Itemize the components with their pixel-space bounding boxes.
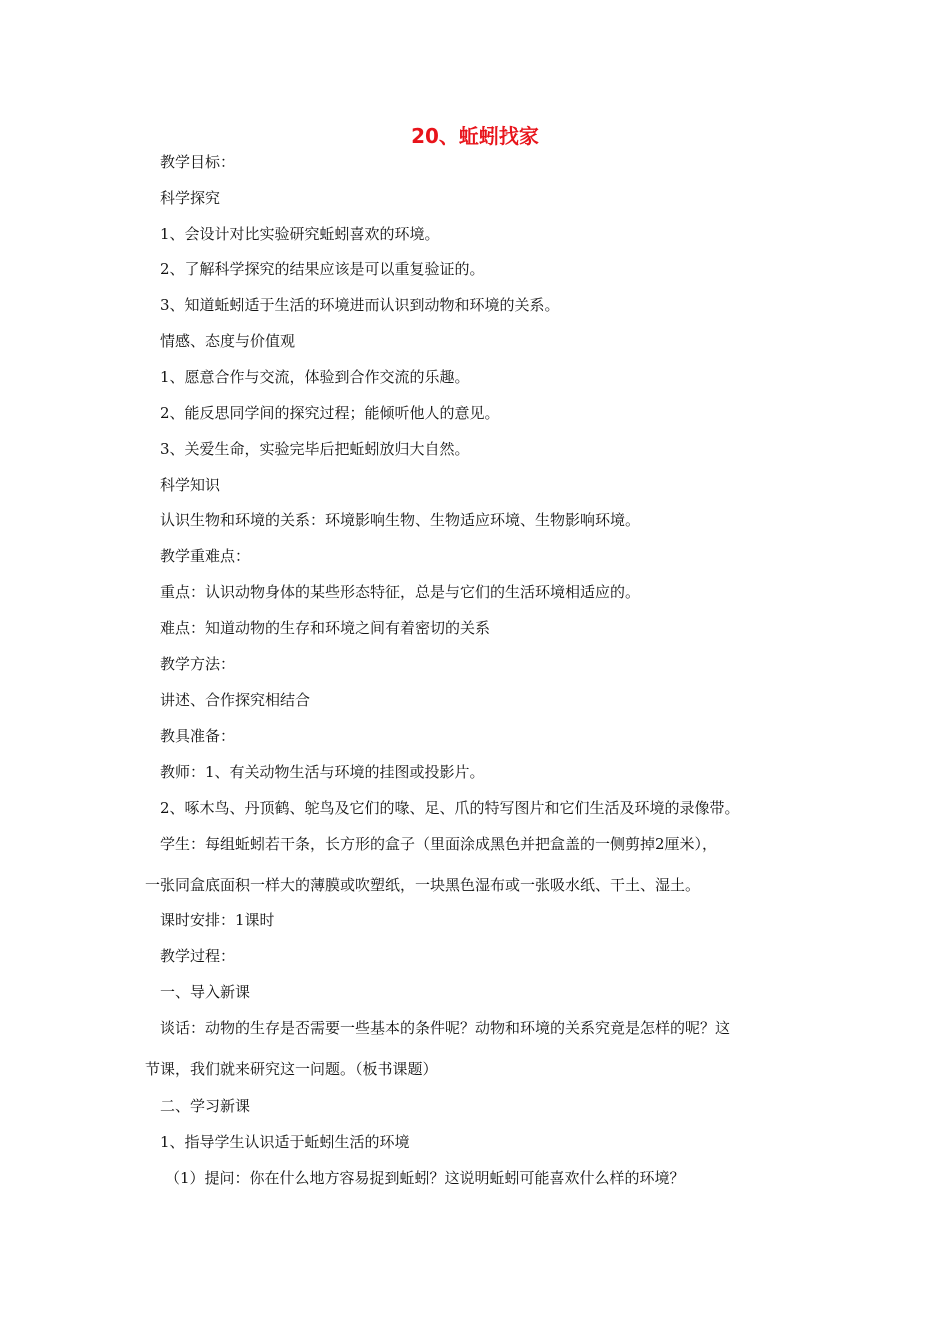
text-line: 节课，我们就来研究这一问题。（板书课题） [145, 1060, 438, 1078]
text-line: 2、了解科学探究的结果应该是可以重复验证的。 [160, 260, 485, 278]
text-line: 1、指导学生认识适于蚯蚓生活的环境 [160, 1133, 410, 1151]
text-line: 重点：认识动物身体的某些形态特征，总是与它们的生活环境相适应的。 [160, 583, 641, 601]
text-line: 1、会设计对比实验研究蚯蚓喜欢的环境。 [160, 225, 440, 243]
text-line: 情感、态度与价值观 [160, 332, 296, 350]
document-title: 20、蚯蚓找家 [411, 124, 539, 148]
text-line: 认识生物和环境的关系：环境影响生物、生物适应环境、生物影响环境。 [160, 511, 641, 529]
text-line: 3、知道蚯蚓适于生活的环境进而认识到动物和环境的关系。 [160, 296, 560, 314]
text-line: 教学目标： [160, 153, 236, 171]
text-line: 谈话：动物的生存是否需要一些基本的条件呢？动物和环境的关系究竟是怎样的呢？这 [160, 1019, 731, 1037]
text-line: 1、愿意合作与交流，体验到合作交流的乐趣。 [160, 368, 470, 386]
text-line: 教学过程： [160, 947, 236, 965]
text-line: 科学探究 [160, 189, 221, 207]
text-line: 一张同盒底面积一样大的薄膜或吹塑纸，一块黑色湿布或一张吸水纸、干土、湿土。 [145, 876, 701, 894]
text-line: 教学方法： [160, 655, 236, 673]
text-line: 学生：每组蚯蚓若干条，长方形的盒子（里面涂成黑色并把盒盖的一侧剪掉2厘米）， [160, 835, 718, 853]
text-line: 难点：知道动物的生存和环境之间有着密切的关系 [160, 619, 491, 637]
text-line: 教学重难点： [160, 547, 251, 565]
text-line: 教具准备： [160, 727, 236, 745]
text-line: 3、关爱生命，实验完毕后把蚯蚓放归大自然。 [160, 440, 470, 458]
text-line: 2、啄木鸟、丹顶鹤、鸵鸟及它们的喙、足、爪的特写图片和它们生活及环境的录像带。 [160, 799, 740, 817]
text-line: 一、导入新课 [160, 983, 251, 1001]
text-line: 2、能反思同学间的探究过程；能倾听他人的意见。 [160, 404, 500, 422]
text-line: （1）提问：你在什么地方容易捉到蚯蚓？这说明蚯蚓可能喜欢什么样的环境？ [165, 1169, 685, 1187]
text-line: 讲述、合作探究相结合 [160, 691, 311, 709]
text-line: 科学知识 [160, 476, 221, 494]
text-line: 课时安排：1课时 [160, 911, 275, 929]
text-line: 教师：1、有关动物生活与环境的挂图或投影片。 [160, 763, 485, 781]
text-line: 二、学习新课 [160, 1097, 251, 1115]
